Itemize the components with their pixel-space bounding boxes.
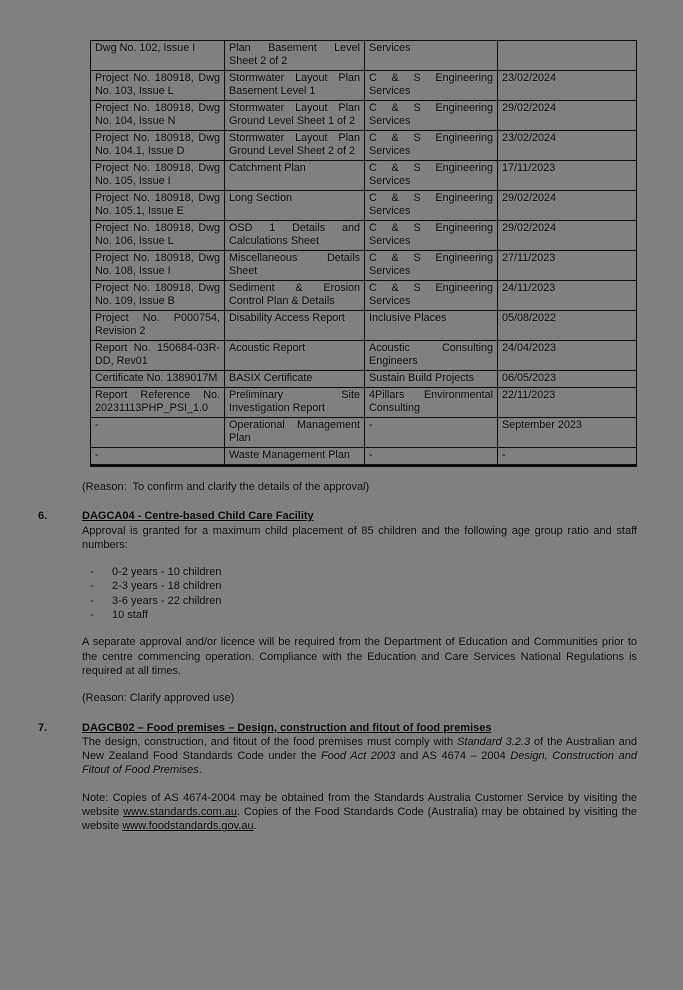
table-cell: C & S Engineering Services — [365, 191, 498, 221]
table-cell: Project No. 180918, Dwg No. 104, Issue N — [91, 101, 225, 131]
condition-7 — [38, 721, 637, 834]
list-item — [82, 565, 637, 579]
table-cell: Disability Access Report — [225, 311, 365, 341]
table-row — [91, 371, 637, 388]
body-text: The design, construction, and fitout of the food premises must comply with — [82, 735, 458, 748]
table-cell: 24/11/2023 — [498, 281, 637, 311]
reason-note-table: (Reason: To confirm and clarify the details of the approval) — [82, 481, 370, 493]
table-cell: - — [365, 418, 498, 448]
table-cell: Acoustic Report — [225, 341, 365, 371]
condition-6-body: A separate approval and/or licence will be required from the Department of Education and Communities prior to the centre commencing operation. Compliance with the Education and Care Services National Regulations is required at all times. — [82, 636, 637, 677]
table-cell: - — [91, 418, 225, 448]
table-cell: Services — [365, 41, 498, 71]
table-row — [91, 388, 637, 418]
table-row — [91, 311, 637, 341]
table-cell: 17/11/2023 — [498, 161, 637, 191]
table-row — [91, 101, 637, 131]
list-item-text: 0-2 years - 10 children — [112, 566, 222, 579]
table-cell: Project No. P000754, Revision 2 — [91, 311, 225, 341]
table-cell: 29/02/2024 — [498, 221, 637, 251]
table-cell — [498, 41, 637, 71]
table-cell: Project No. 180918, Dwg No. 108, Issue I — [91, 251, 225, 281]
body-text: and AS 4674 – 2004 — [395, 750, 511, 763]
bullet-dash: - — [90, 594, 94, 607]
table-cell: Stormwater Layout Plan Ground Level Sheet 2 of 2 — [225, 131, 365, 161]
table-cell: C & S Engineering Services — [365, 221, 498, 251]
table-row — [91, 161, 637, 191]
table-cell: Dwg No. 102, Issue I — [91, 41, 225, 71]
table-cell: C & S Engineering Services — [365, 131, 498, 161]
bullet-dash: - — [90, 580, 94, 593]
table-cell: September 2023 — [498, 418, 637, 448]
list-item-text: 2-3 years - 18 children — [112, 580, 222, 593]
body-text: . — [198, 764, 202, 777]
table-cell: OSD 1 Details and Calculations Sheet — [225, 221, 365, 251]
bullet-dash: - — [90, 609, 94, 622]
table-cell: C & S Engineering Services — [365, 251, 498, 281]
table-row — [91, 341, 637, 371]
table-cell: Report Reference No. 20231113PHP_PSI_1.0 — [91, 388, 225, 418]
standard-ref-italic: Standard 3.2.3 — [457, 735, 531, 748]
condition-number: 7. — [38, 721, 48, 734]
note-text: . — [253, 820, 257, 833]
table-cell: 24/04/2023 — [498, 341, 637, 371]
note-text: Note: Copies of AS 4674-2004 may be obtained from the Standards Australia Customer Service by visiting the website — [82, 791, 637, 819]
list-item-text: 3-6 years - 22 children — [112, 594, 222, 607]
list-item — [82, 608, 637, 622]
table-cell: Sustain Build Projects — [365, 371, 498, 388]
table-cell: 29/02/2024 — [498, 191, 637, 221]
table-cell: Operational Management Plan — [225, 418, 365, 448]
table-cell: Certificate No. 1389017M — [91, 371, 225, 388]
table-cell: C & S Engineering Services — [365, 281, 498, 311]
table-cell: 23/02/2024 — [498, 131, 637, 161]
condition-6 — [38, 509, 637, 705]
table-row — [91, 131, 637, 161]
table-cell: C & S Engineering Services — [365, 71, 498, 101]
table-cell: Sediment & Erosion Control Plan & Details — [225, 281, 365, 311]
table-cell: BASIX Certificate — [225, 371, 365, 388]
table-row — [91, 251, 637, 281]
table-cell: Project No. 180918, Dwg No. 103, Issue L — [91, 71, 225, 101]
food-act-italic: Food Act 2003 — [320, 750, 396, 763]
table-cell: 23/02/2024 — [498, 71, 637, 101]
table-cell: Inclusive Places — [365, 311, 498, 341]
as4674-title-italic: Design, Construction and Fitout of Food Premises — [82, 750, 637, 777]
table-cell: Plan Basement Level Sheet 2 of 2 — [225, 41, 365, 71]
table-cell: - — [365, 448, 498, 466]
condition-7-note — [82, 791, 637, 834]
list-item — [82, 579, 637, 593]
age-group-list — [82, 565, 637, 622]
approved-plans-table — [90, 40, 637, 467]
table-cell: Acoustic Consulting Engineers — [365, 341, 498, 371]
table-cell: 4Pillars Environmental Consulting — [365, 388, 498, 418]
table-cell: Report No. 150684-03R-DD, Rev01 — [91, 341, 225, 371]
table-cell: 27/11/2023 — [498, 251, 637, 281]
condition-7-body — [82, 735, 637, 778]
table-cell: Stormwater Layout Plan Basement Level 1 — [225, 71, 365, 101]
table-cell: Long Section — [225, 191, 365, 221]
table-cell: Preliminary Site Investigation Report — [225, 388, 365, 418]
standards-australia-link[interactable]: www.standards.com.au — [123, 806, 237, 819]
list-item-text: 10 staff — [112, 609, 148, 622]
table-row — [91, 418, 637, 448]
table-cell: Project No. 180918, Dwg No. 104.1, Issue D — [91, 131, 225, 161]
list-item — [82, 594, 637, 608]
bullet-dash: - — [90, 566, 94, 579]
table-cell: Project No. 180918, Dwg No. 109, Issue B — [91, 281, 225, 311]
table-row — [91, 448, 637, 466]
table-cell: - — [498, 448, 637, 466]
table-cell: 29/02/2024 — [498, 101, 637, 131]
table-cell: 06/05/2023 — [498, 371, 637, 388]
table-row — [91, 71, 637, 101]
condition-7-heading: DAGCB02 – Food premises – Design, construction and fitout of food premises — [82, 721, 492, 734]
table-cell: Catchment Plan — [225, 161, 365, 191]
table-cell: Stormwater Layout Plan Ground Level Sheet 1 of 2 — [225, 101, 365, 131]
body-text: of the Australian and New Zealand Food Standards Code under the — [82, 735, 638, 763]
table-cell: 22/11/2023 — [498, 388, 637, 418]
reason-note-condition-6: (Reason: Clarify approved use) — [82, 692, 235, 705]
table-row — [91, 191, 637, 221]
condition-number: 6. — [38, 510, 48, 523]
table-cell: Project No. 180918, Dwg No. 105, Issue I — [91, 161, 225, 191]
table-cell: C & S Engineering Services — [365, 101, 498, 131]
table-cell: 05/08/2022 — [498, 311, 637, 341]
food-standards-link[interactable]: www.foodstandards.gov.au — [122, 820, 254, 833]
table-cell: Project No. 180918, Dwg No. 106, Issue L — [91, 221, 225, 251]
table-row — [91, 41, 637, 71]
table-cell: Project No. 180918, Dwg No. 105.1, Issue E — [91, 191, 225, 221]
table-cell: - — [91, 448, 225, 466]
table-row — [91, 221, 637, 251]
table-row — [91, 281, 637, 311]
table-cell: C & S Engineering Services — [365, 161, 498, 191]
table-cell: Waste Management Plan — [225, 448, 365, 466]
note-text: . Copies of the Food Standards Code (Australia) may be obtained by visiting the website — [82, 806, 637, 833]
condition-6-intro: Approval is granted for a maximum child placement of 85 children and the following age group ratio and staff numbers: — [82, 524, 637, 551]
condition-6-heading: DAGCA04 - Centre-based Child Care Facility — [82, 510, 314, 523]
table-cell: Miscellaneous Details Sheet — [225, 251, 365, 281]
